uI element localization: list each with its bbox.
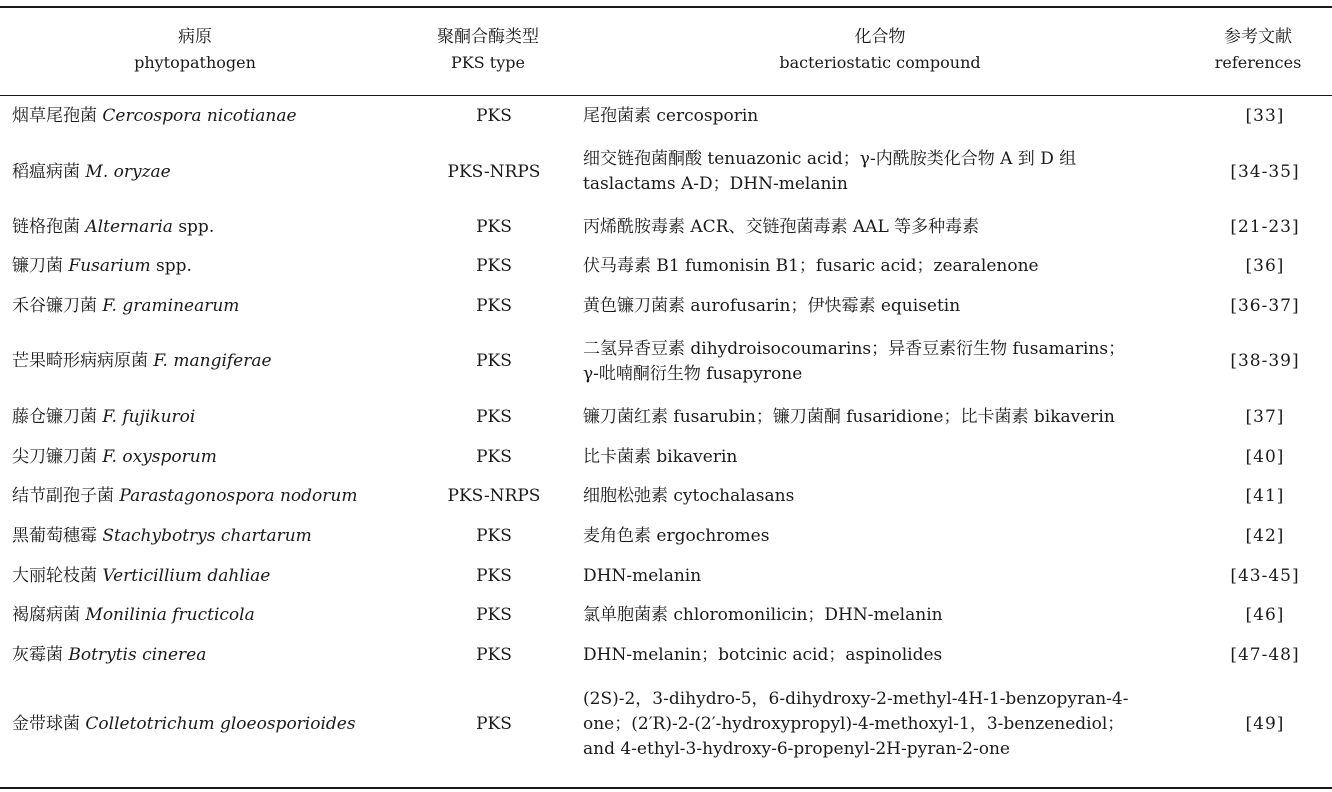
pathogen-cell xyxy=(0,326,408,397)
compound-cell xyxy=(580,247,1198,286)
pathogen-name-scientific: M. oryzae xyxy=(85,161,171,182)
header-ref-zh: 参考文献 xyxy=(1224,27,1292,47)
reference-cell: [21-23] xyxy=(1230,216,1300,237)
compound-line: 麦角色素 ergochromes xyxy=(583,525,770,546)
pathogen-name-zh: 藤仓镰刀菌 xyxy=(12,406,97,427)
compound-line: γ-吡喃酮衍生物 fusapyrone xyxy=(583,363,803,384)
compound-cell xyxy=(580,286,1198,326)
compound-line: 细胞松弛素 cytochalasans xyxy=(583,486,795,506)
compound-line: 细交链孢菌酮酸 tenuazonic acid；γ-内酰胺类化合物 A 到 D 组 xyxy=(583,149,1077,169)
reference-cell: [43-45] xyxy=(1230,565,1300,586)
pathogen-cell xyxy=(0,675,408,773)
pathogen-name-zh: 结节副孢子菌 xyxy=(12,486,114,506)
header-pathogen-zh: 病原 xyxy=(178,27,212,47)
header-pathogen-en: phytopathogen xyxy=(134,53,256,72)
pks-type-cell: PKS-NRPS xyxy=(447,486,541,506)
pks-type-cell: PKS xyxy=(476,216,512,237)
reference-cell: [49] xyxy=(1245,713,1285,734)
table-row xyxy=(0,137,1332,207)
header-ref-en: references xyxy=(1214,53,1302,72)
compound-line: 氯单胞菌素 chloromonilicin；DHN-melanin xyxy=(583,605,943,625)
pathogen-name-scientific: Botrytis cinerea xyxy=(68,644,207,665)
pathogen-cell xyxy=(0,247,408,286)
compound-cell xyxy=(580,635,1198,675)
pathogen-cell xyxy=(0,596,408,635)
table-row xyxy=(0,635,1332,675)
table-row xyxy=(0,437,1332,477)
header-pks-type xyxy=(413,24,563,76)
pathogen-name-zh: 黑葡萄穗霉 xyxy=(12,525,97,546)
reference-cell: [40] xyxy=(1245,446,1285,467)
reference-cell: [38-39] xyxy=(1230,351,1300,371)
header-compound-en: bacteriostatic compound xyxy=(779,53,981,72)
reference-cell: [47-48] xyxy=(1230,644,1300,665)
table-row xyxy=(0,477,1332,516)
pathogen-name-scientific: F. oxysporum xyxy=(102,446,217,467)
table-row xyxy=(0,207,1332,247)
pks-type-cell: PKS-NRPS xyxy=(447,161,541,182)
header-compound xyxy=(740,24,1020,76)
compound-line: one；(2′R)-2-(2′-hydroxypropyl)-4-methoxyl-1，3-benzenediol； xyxy=(583,713,1125,734)
compound-line: 丙烯酰胺毒素 ACR、交链孢菌毒素 AAL 等多种毒素 xyxy=(583,216,980,237)
pathogen-table xyxy=(0,96,1332,773)
pathogen-name-scientific: Stachybotrys chartarum xyxy=(102,525,312,546)
pathogen-name-zh: 烟草尾孢菌 xyxy=(12,106,97,126)
compound-line: and 4-ethyl-3-hydroxy-6-propenyl-2H-pyran-2-one xyxy=(583,738,1010,759)
pathogen-name-suffix: spp. xyxy=(150,256,192,276)
pks-type-cell: PKS xyxy=(476,644,512,665)
compound-cell xyxy=(580,516,1198,556)
reference-cell: [36-37] xyxy=(1230,295,1300,316)
pathogen-name-zh: 褐腐病菌 xyxy=(12,605,80,625)
compound-cell xyxy=(580,96,1198,137)
pathogen-name-zh: 链格孢菌 xyxy=(12,216,80,237)
pathogen-name-scientific: F. mangiferae xyxy=(153,351,272,371)
table-row xyxy=(0,596,1332,635)
table-row xyxy=(0,247,1332,286)
pathogen-cell xyxy=(0,437,408,477)
header-pks-en: PKS type xyxy=(451,53,525,72)
reference-cell: [41] xyxy=(1245,486,1285,506)
compound-cell xyxy=(580,397,1198,437)
pks-type-cell: PKS xyxy=(476,351,512,371)
pathogen-name-scientific: Verticillium dahliae xyxy=(102,565,271,586)
compound-line: 镰刀菌红素 fusarubin；镰刀菌酮 fusaridione；比卡菌素 bikaverin xyxy=(583,406,1115,427)
compound-cell xyxy=(580,675,1198,773)
pathogen-name-suffix: spp. xyxy=(172,216,215,237)
compound-line: taslactams A-D；DHN-melanin xyxy=(583,174,848,194)
reference-cell: [36] xyxy=(1245,256,1285,276)
pathogen-name-scientific: Colletotrichum gloeosporioides xyxy=(85,713,356,734)
pks-type-cell: PKS xyxy=(476,446,512,467)
header-references xyxy=(1198,24,1318,76)
table-row xyxy=(0,516,1332,556)
pathogen-name-scientific: Monilinia fructicola xyxy=(85,605,255,625)
pathogen-name-zh: 镰刀菌 xyxy=(12,256,63,276)
header-pathogen xyxy=(120,24,270,76)
reference-cell: [42] xyxy=(1245,525,1285,546)
pathogen-name-zh: 灰霉菌 xyxy=(12,644,63,665)
pathogen-cell xyxy=(0,397,408,437)
compound-cell xyxy=(580,556,1198,596)
pathogen-cell xyxy=(0,286,408,326)
pathogen-cell xyxy=(0,556,408,596)
compound-line: 二氢异香豆素 dihydroisocoumarins；异香豆素衍生物 fusamarins； xyxy=(583,338,1126,359)
pks-type-cell: PKS xyxy=(476,713,512,734)
pks-type-cell: PKS xyxy=(476,406,512,427)
reference-cell: [33] xyxy=(1245,106,1285,126)
pathogen-cell xyxy=(0,137,408,207)
pathogen-name-scientific: Parastagonospora nodorum xyxy=(119,486,358,506)
compound-cell xyxy=(580,477,1198,516)
compound-cell xyxy=(580,207,1198,247)
pathogen-name-zh: 稻瘟病菌 xyxy=(12,161,80,182)
header-pks-zh: 聚酮合酶类型 xyxy=(437,27,539,47)
table-row xyxy=(0,96,1332,137)
compound-cell xyxy=(580,326,1198,397)
pathogen-cell xyxy=(0,207,408,247)
compound-line: (2S)-2，3-dihydro-5，6-dihydroxy-2-methyl-4H-1-benzopyran-4- xyxy=(583,688,1129,709)
reference-cell: [46] xyxy=(1245,605,1285,625)
pathogen-name-zh: 芒果畸形病病原菌 xyxy=(12,351,148,371)
compound-line: 尾孢菌素 cercosporin xyxy=(583,106,759,126)
compound-cell xyxy=(580,437,1198,477)
table-row xyxy=(0,556,1332,596)
pathogen-name-zh: 禾谷镰刀菌 xyxy=(12,295,97,316)
pks-type-cell: PKS xyxy=(476,256,512,276)
pathogen-name-scientific: F. fujikuroi xyxy=(102,406,196,427)
table-row xyxy=(0,675,1332,773)
pathogen-name-zh: 尖刀镰刀菌 xyxy=(12,446,97,467)
table-row xyxy=(0,286,1332,326)
table-body xyxy=(0,96,1332,773)
pks-type-cell: PKS xyxy=(476,525,512,546)
top-rule xyxy=(0,6,1332,8)
pathogen-cell xyxy=(0,477,408,516)
compound-line: DHN-melanin xyxy=(583,565,702,586)
table-row xyxy=(0,326,1332,397)
pathogen-cell xyxy=(0,635,408,675)
pathogen-name-scientific: Fusarium xyxy=(68,256,151,276)
pathogen-name-scientific: Cercospora nicotianae xyxy=(102,106,297,126)
pks-type-cell: PKS xyxy=(476,565,512,586)
pathogen-name-scientific: Alternaria xyxy=(85,216,173,237)
pathogen-cell xyxy=(0,96,408,137)
compound-line: 伏马毒素 B1 fumonisin B1；fusaric acid；zearalenone xyxy=(583,256,1039,276)
compound-cell xyxy=(580,596,1198,635)
pathogen-name-scientific: F. graminearum xyxy=(102,295,240,316)
pks-type-cell: PKS xyxy=(476,106,512,126)
compound-cell xyxy=(580,137,1198,207)
pathogen-name-zh: 金带球菌 xyxy=(12,713,80,734)
bottom-rule xyxy=(0,787,1332,789)
reference-cell: [37] xyxy=(1245,406,1285,427)
pks-type-cell: PKS xyxy=(476,295,512,316)
pathogen-cell xyxy=(0,516,408,556)
pathogen-name-zh: 大丽轮枝菌 xyxy=(12,565,97,586)
compound-line: DHN-melanin；botcinic acid；aspinolides xyxy=(583,644,943,665)
table-row xyxy=(0,397,1332,437)
compound-line: 比卡菌素 bikaverin xyxy=(583,446,738,467)
reference-cell: [34-35] xyxy=(1230,161,1300,182)
compound-line: 黄色镰刀菌素 aurofusarin；伊快霉素 equisetin xyxy=(583,295,961,316)
pks-type-cell: PKS xyxy=(476,605,512,625)
header-compound-zh: 化合物 xyxy=(854,27,906,47)
